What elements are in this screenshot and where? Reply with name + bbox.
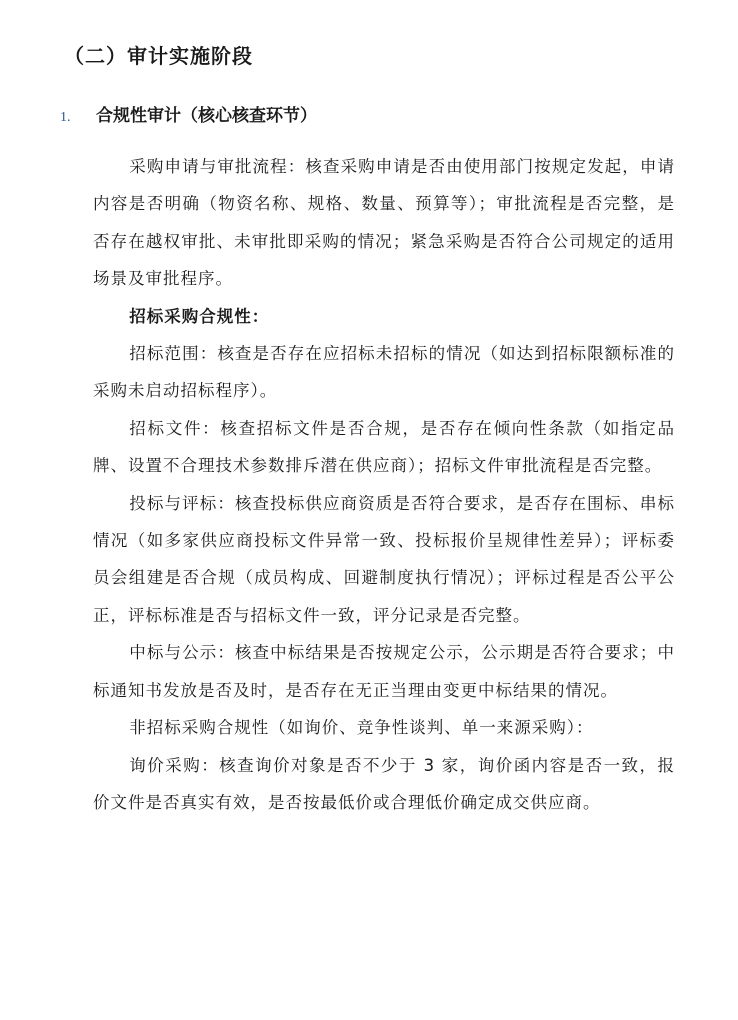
paragraph-tender-compliance-heading: 招标采购合规性： xyxy=(129,306,270,326)
list-number: 1. xyxy=(60,110,71,125)
paragraph-inquiry-procurement: 询价采购：核查询价对象是否不少于 3 家，询价函内容是否一致，报价文件是否真实有效，是否按最低价或合理低价确定成交供应商。 xyxy=(93,755,675,812)
paragraph-tender-scope: 招标范围：核查是否存在应招标未招标的情况（如达到招标限额标准的采购未启动招标程序）。 xyxy=(93,344,675,401)
paragraph-bidding-evaluation: 投标与评标：核查投标供应商资质是否符合要求，是否存在围标、串标情况（如多家供应商投标文件异常一致、投标报价呈规律性差异）；评标委员会组建是否合规（成员构成、回避制度执行情况）；评标过程是否公平公正，评标标准是否与招标文件一致，评分记录是否完整。 xyxy=(93,493,675,625)
paragraph-non-tender-compliance: 非招标采购合规性（如询价、竞争性谈判、单一来源采购）： xyxy=(129,718,594,738)
body-text xyxy=(93,148,675,821)
section-heading: （二）审计实施阶段 xyxy=(64,44,253,68)
paragraph-procurement-approval: 采购申请与审批流程：核查采购申请是否由使用部门按规定发起，申请内容是否明确（物资名称、规格、数量、预算等）；审批流程是否完整，是否存在越权审批、未审批即采购的情况；紧急采购是否符合公司规定的适用场景及审批程序。 xyxy=(93,157,675,289)
subheading-title: 合规性审计（核心核查环节） xyxy=(96,106,317,126)
paragraph-award-publicity: 中标与公示：核查中标结果是否按规定公示，公示期是否符合要求；中标通知书发放是否及时，是否存在无正当理由变更中标结果的情况。 xyxy=(93,643,675,700)
paragraph-tender-documents: 招标文件：核查招标文件是否合规，是否存在倾向性条款（如指定品牌、设置不合理技术参数排斥潜在供应商）；招标文件审批流程是否完整。 xyxy=(93,418,675,476)
numbered-subheading xyxy=(60,101,317,126)
